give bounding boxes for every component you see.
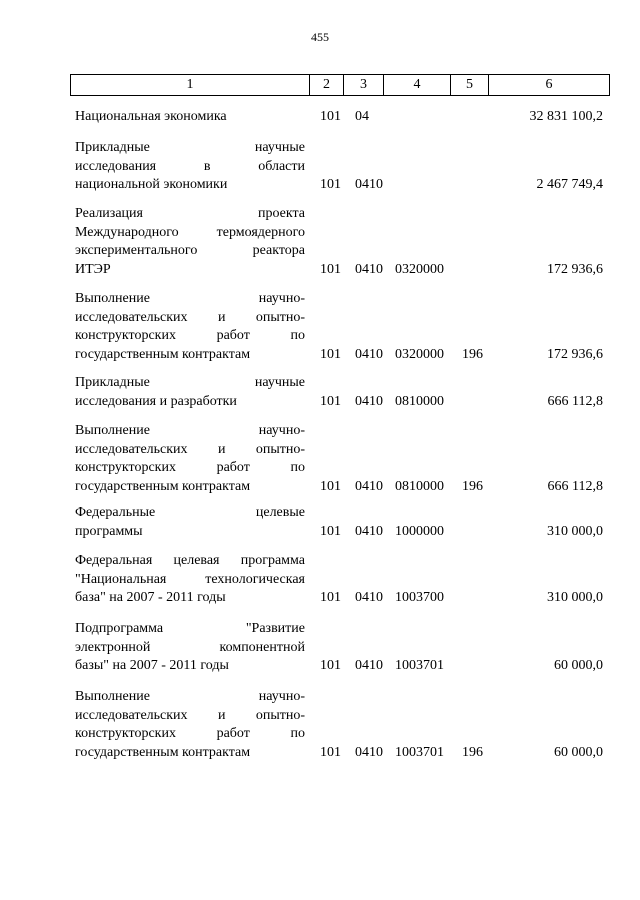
row-name-line: Федеральная целевая программа [75,553,305,568]
row-name-line: исследования в области [75,158,305,174]
row-name-line: электронной компонентной [75,639,305,655]
row-name [75,374,305,411]
ministry-code: 101 [320,346,341,362]
row-name-line: Выполнение научно- [75,423,305,438]
row-name-line: государственным контрактам [75,478,251,494]
expense-type-code: 196 [462,346,483,362]
target-article-code: 0810000 [395,478,444,494]
target-article-code: 0810000 [395,393,444,409]
row-name-line: Федеральные целевые [75,505,305,520]
row-name-line: "Национальная технологическая [75,571,305,587]
expense-type-code: 196 [462,478,483,494]
row-name-line: государственным контрактам [75,346,251,362]
row-name [75,139,305,195]
row-name-line: исследовательских и опытно- [75,441,305,457]
row-name [75,620,305,676]
amount: 310 000,0 [547,590,603,605]
section-code: 0410 [355,393,383,409]
row-name-line: базы" на 2007 - 2011 годы [75,658,229,673]
ministry-code: 101 [320,658,341,673]
amount: 172 936,6 [547,346,603,362]
target-article-code: 0320000 [395,346,444,362]
row-name-line: конструкторских работ по [75,726,305,741]
ministry-code: 101 [320,261,341,277]
row-name-line: исследовательских и опытно- [75,309,305,325]
ministry-code: 101 [320,590,341,605]
row-name-line: конструкторских работ по [75,460,305,475]
row-name-line: программы [75,523,143,539]
section-code: 0410 [355,658,383,673]
amount: 666 112,8 [547,393,603,409]
ministry-code: 101 [320,109,341,124]
row-name [75,205,305,279]
ministry-code: 101 [320,478,341,494]
row-name-line: исследования и разработки [75,393,237,409]
column-header-1: 1 [71,75,310,96]
row-name-line: ИТЭР [75,261,111,277]
row-name-line: Выполнение научно- [75,689,305,704]
page-number: 455 [311,30,329,44]
column-header-3: 3 [344,75,384,96]
target-article-code: 1000000 [395,523,444,539]
ministry-code: 101 [320,393,341,409]
row-name [75,290,305,364]
row-name-line: Реализация проекта [75,206,305,221]
row-name-line: экспериментального реактора [75,243,305,258]
ministry-code: 101 [320,744,341,760]
amount: 666 112,8 [547,478,603,494]
section-code: 0410 [355,744,383,760]
row-name-line: Выполнение научно- [75,291,305,306]
target-article-code: 1003701 [395,658,444,673]
row-name [75,108,305,127]
amount: 2 467 749,4 [536,177,603,192]
amount: 32 831 100,2 [529,109,603,124]
section-code: 04 [355,109,369,124]
ministry-code: 101 [320,523,341,539]
ministry-code: 101 [320,177,341,192]
amount: 60 000,0 [554,744,603,760]
row-name [75,552,305,608]
column-header-5: 5 [451,75,489,96]
row-name [75,504,305,541]
section-code: 0410 [355,346,383,362]
target-article-code: 1003700 [395,590,444,605]
row-name [75,688,305,762]
section-code: 0410 [355,261,383,277]
target-article-code: 1003701 [395,744,444,760]
section-code: 0410 [355,478,383,494]
row-name-line: государственным контрактам [75,744,251,760]
column-header-6: 6 [489,75,610,96]
row-name-line: Национальная экономика [75,109,227,124]
amount: 60 000,0 [554,658,603,673]
column-header-4: 4 [384,75,451,96]
section-code: 0410 [355,590,383,605]
row-name-line: Подпрограмма "Развитие [75,621,305,636]
expense-type-code: 196 [462,744,483,760]
row-name-line: Международного термоядерного [75,224,305,240]
row-name-line: база" на 2007 - 2011 годы [75,590,226,605]
target-article-code: 0320000 [395,261,444,277]
row-name-line: конструкторских работ по [75,328,305,343]
column-header-2: 2 [310,75,344,96]
row-name-line: национальной экономики [75,177,228,192]
amount: 172 936,6 [547,261,603,277]
row-name-line: исследовательских и опытно- [75,707,305,723]
row-name-line: Прикладные научные [75,375,305,390]
amount: 310 000,0 [547,523,603,539]
section-code: 0410 [355,177,383,192]
row-name [75,422,305,496]
row-name-line: Прикладные научные [75,140,305,155]
section-code: 0410 [355,523,383,539]
